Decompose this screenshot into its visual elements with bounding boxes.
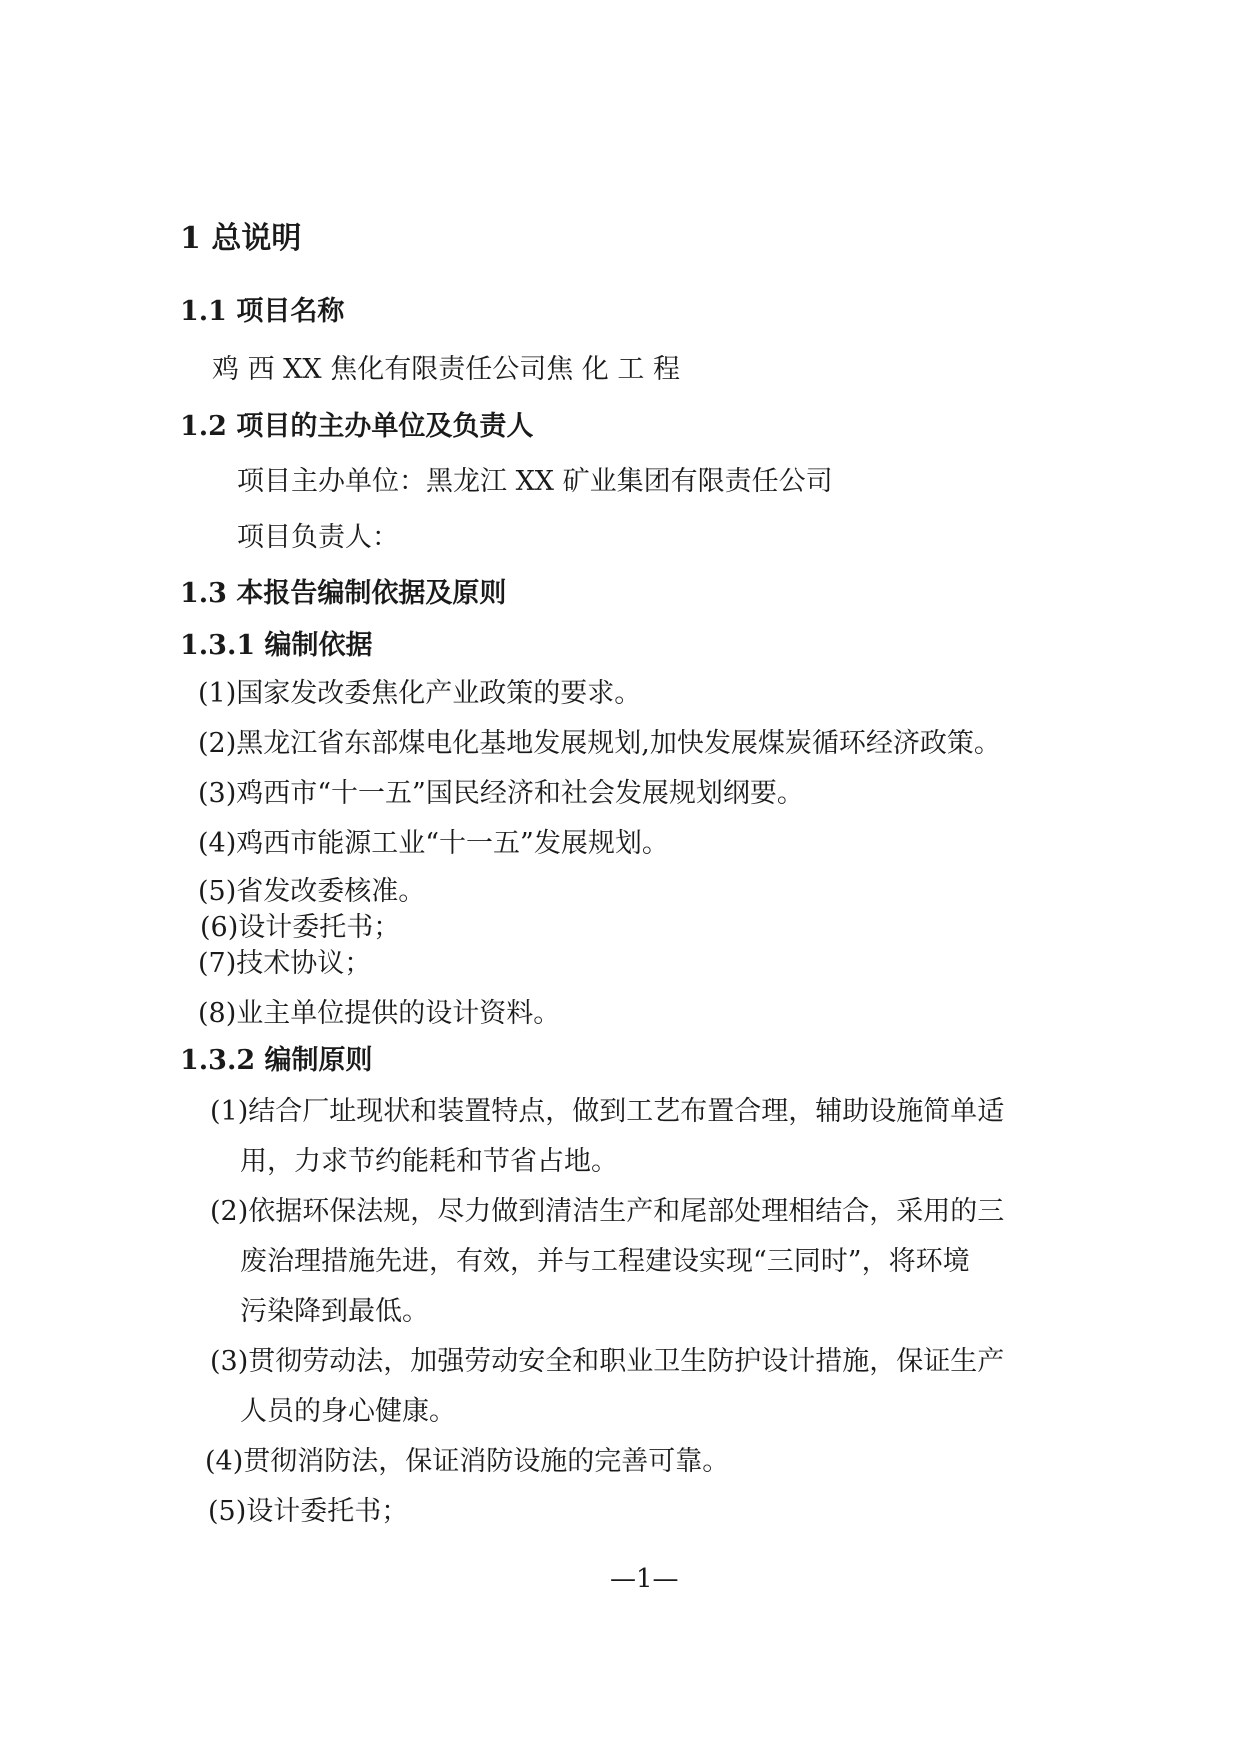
section-heading-1-2: 1.2 项目的主办单位及负责人: [180, 411, 534, 442]
basis-item: (4)鸡西市能源工业“十一五”发展规划。: [198, 828, 669, 859]
basis-item: (3)鸡西市“十一五”国民经济和社会发展规划纲要。: [198, 778, 804, 809]
principle-item-line: 用，力求节约能耗和节省占地。: [240, 1146, 618, 1177]
basis-item: (1)国家发改委焦化产业政策的要求。: [198, 678, 642, 709]
project-leader-line: 项目负责人：: [237, 522, 399, 553]
basis-item: (2)黑龙江省东部煤电化基地发展规划,加快发展煤炭循环经济政策。: [198, 728, 1001, 759]
page-number: —1—: [610, 1564, 679, 1594]
principle-item-line: 废治理措施先进，有效，并与工程建设实现“三同时”，将环境: [240, 1246, 970, 1277]
principle-item-line: 人员的身心健康。: [240, 1396, 456, 1427]
principle-item-line: 污染降到最低。: [240, 1296, 429, 1327]
section-heading-1-3-2: 1.3.2 编制原则: [180, 1045, 373, 1076]
chapter-title: 1 总说明: [180, 221, 302, 256]
principle-item-line: (4)贯彻消防法，保证消防设施的完善可靠。: [205, 1446, 730, 1477]
section-heading-1-3: 1.3 本报告编制依据及原则: [180, 578, 507, 609]
section-heading-1-1: 1.1 项目名称: [180, 296, 345, 327]
principle-item-line: (2)依据环保法规，尽力做到清洁生产和尾部处理相结合，采用的三: [210, 1196, 1005, 1227]
principle-item-line: (3)贯彻劳动法，加强劳动安全和职业卫生防护设计措施，保证生产: [210, 1346, 1005, 1377]
basis-item: (7)技术协议；: [198, 948, 372, 979]
basis-item: (8)业主单位提供的设计资料。: [198, 998, 561, 1029]
principle-item-line: (1)结合厂址现状和装置特点，做到工艺布置合理，辅助设施简单适: [210, 1096, 1005, 1127]
section-heading-1-3-1: 1.3.1 编制依据: [180, 630, 373, 661]
principle-item-line: (5)设计委托书；: [208, 1496, 409, 1527]
basis-item: (6)设计委托书；: [200, 912, 401, 943]
sponsor-unit-line: 项目主办单位：黑龙江 XX 矿业集团有限责任公司: [237, 466, 833, 497]
project-name: 鸡 西 XX 焦化有限责任公司焦 化 工 程: [212, 354, 680, 385]
basis-item: (5)省发改委核准。: [198, 876, 426, 907]
